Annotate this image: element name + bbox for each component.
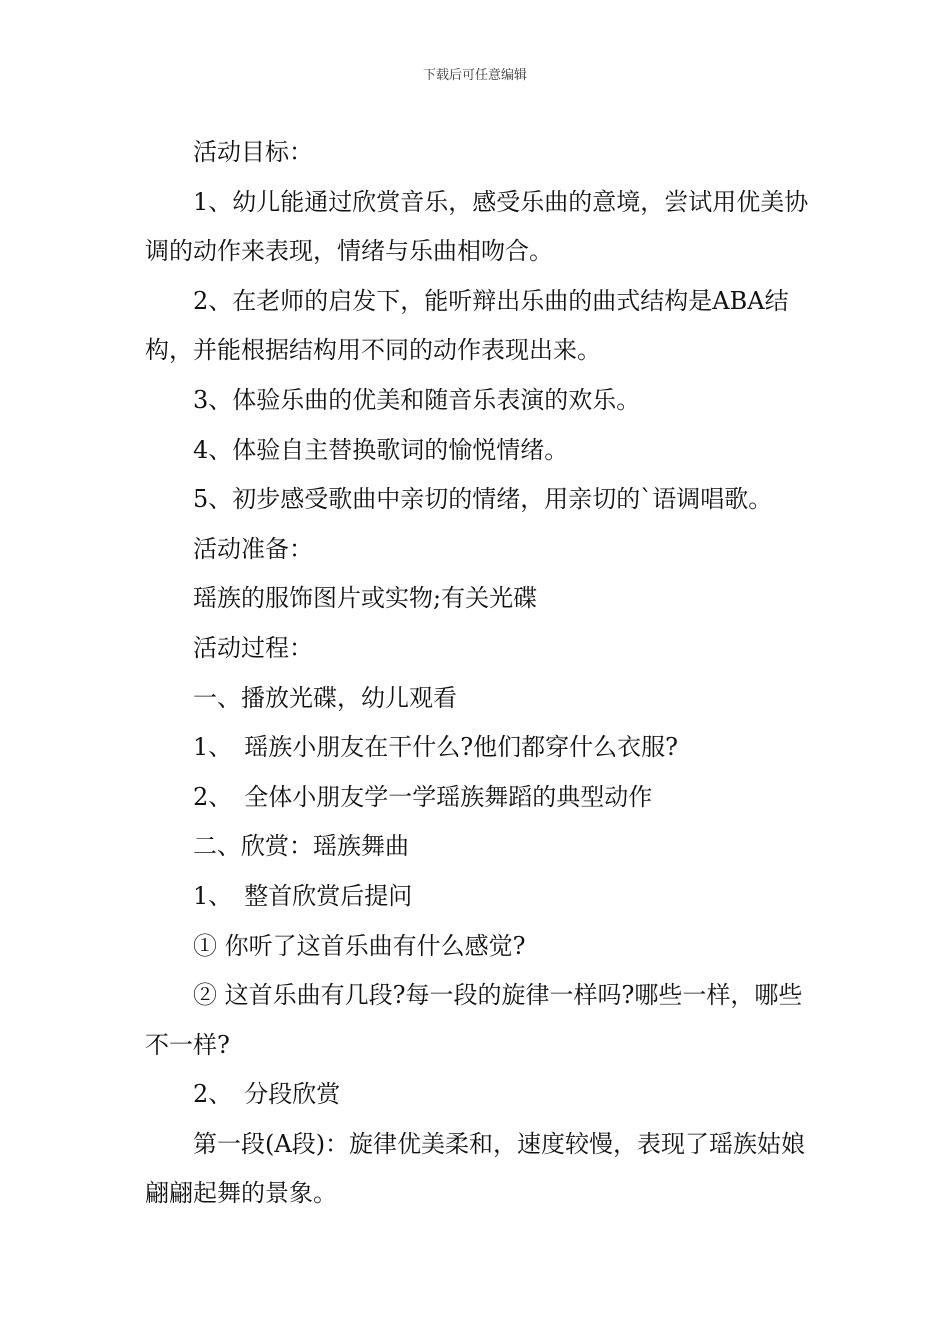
paragraph-goal-1: 1、幼儿能通过欣赏音乐，感受乐曲的意境，尝试用优美协调的动作来表现，情绪与乐曲相吻合。 <box>145 187 809 266</box>
paragraph-question-2: ② 这首乐曲有几段?每一段的旋律一样吗?哪些一样，哪些不一样? <box>145 981 803 1059</box>
paragraph-goal-2: 2、在老师的启发下，能听辩出乐曲的曲式结构是ABA结构，并能根据结构用不同的动作表现出来。 <box>145 286 789 365</box>
paragraph-step-2-1: 1、 整首欣赏后提问 <box>193 881 413 910</box>
paragraph-step-2: 二、欣赏：瑶族舞曲 <box>193 832 409 861</box>
paragraph-goal-4: 4、体验自主替换歌词的愉悦情绪。 <box>193 435 569 464</box>
document-body <box>145 128 810 1219</box>
paragraph-prep-heading: 活动准备： <box>193 534 313 563</box>
paragraph-step-1-q1: 1、 瑶族小朋友在干什么?他们都穿什么衣服? <box>193 733 679 762</box>
page-header: 下载后可任意编辑 <box>422 68 527 83</box>
paragraph-step-1-q2: 2、 全体小朋友学一学瑶族舞蹈的典型动作 <box>193 782 653 811</box>
paragraph-goal-5: 5、初步感受歌曲中亲切的情绪，用亲切的`语调唱歌。 <box>193 485 773 514</box>
paragraph-goal-3: 3、体验乐曲的优美和随音乐表演的欢乐。 <box>193 385 641 414</box>
paragraph-prep-items: 瑶族的服饰图片或实物;有关光碟 <box>193 584 538 613</box>
paragraph-goals-heading: 活动目标： <box>193 138 313 166</box>
paragraph-step-2-2: 2、 分段欣赏 <box>193 1080 341 1109</box>
paragraph-section-a: 第一段(A段)：旋律优美柔和，速度较慢，表现了瑶族姑娘翩翩起舞的景象。 <box>145 1129 806 1208</box>
paragraph-step-1: 一、播放光碟，幼儿观看 <box>193 683 457 712</box>
paragraph-process-heading: 活动过程： <box>193 633 313 662</box>
paragraph-question-1: ① 你听了这首乐曲有什么感觉? <box>193 931 526 960</box>
